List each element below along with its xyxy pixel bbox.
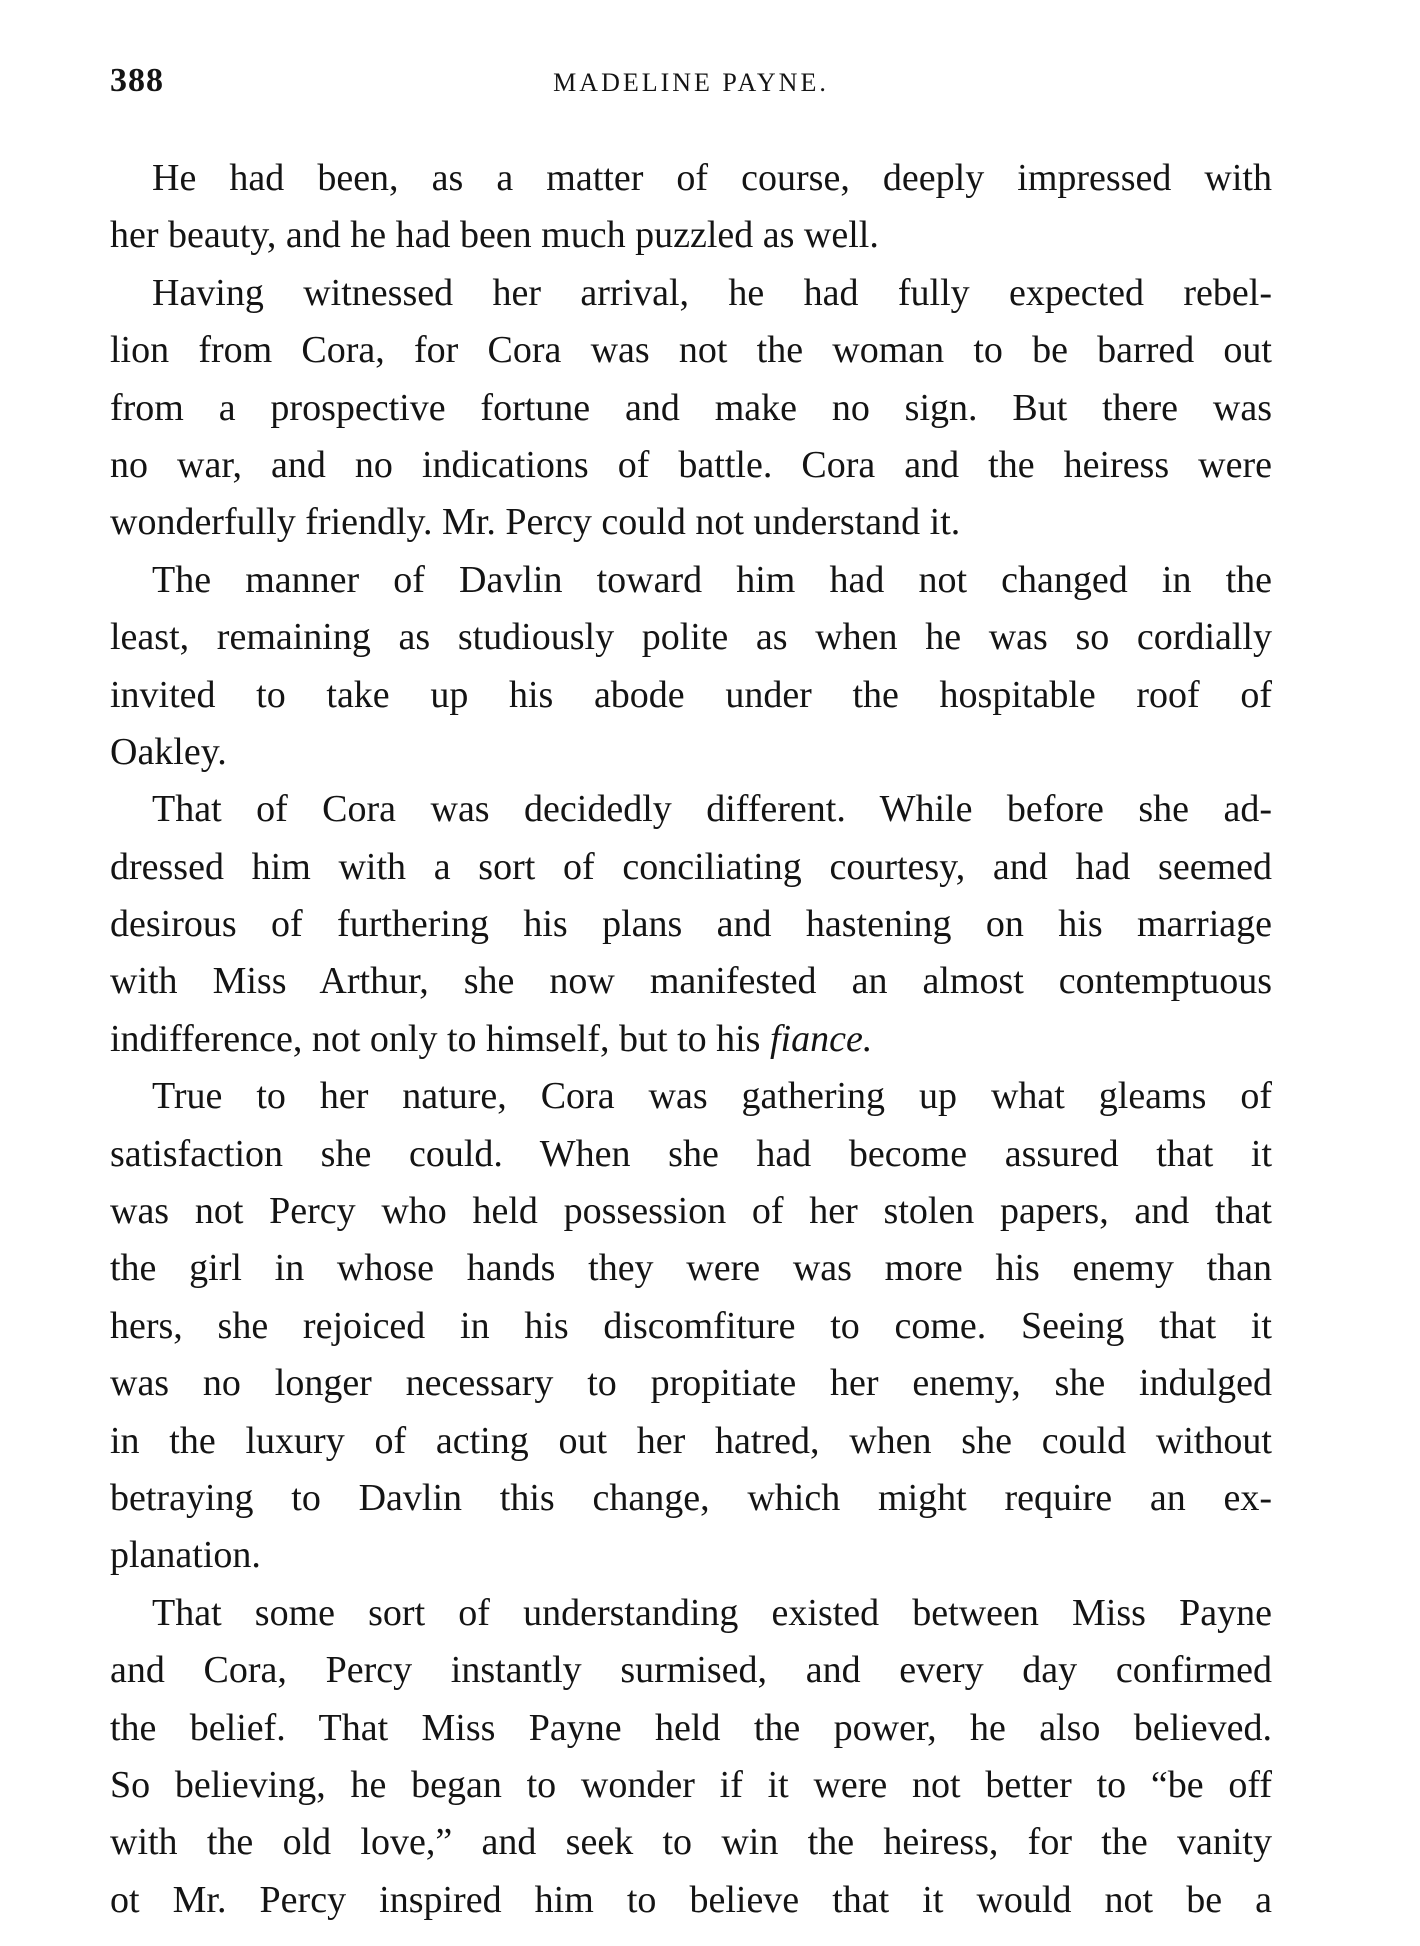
text-line xyxy=(110,1585,1272,1642)
text-line xyxy=(110,667,1272,724)
text-line xyxy=(110,1527,1272,1584)
text-line-content: with Miss Arthur, she now manifested an almost contemptuous xyxy=(110,960,1272,1003)
text-line xyxy=(110,1814,1272,1871)
text-line xyxy=(110,1183,1272,1240)
text-line xyxy=(110,1068,1272,1125)
text-line xyxy=(110,609,1272,666)
body-text xyxy=(110,150,1272,1929)
text-line xyxy=(110,953,1272,1010)
text-line-content: invited to take up his abode under the hospitable roof of xyxy=(110,673,1272,716)
text-line xyxy=(110,1642,1272,1699)
page-header xyxy=(110,62,1272,122)
text-line-content: desirous of furthering his plans and hastening on his marriage xyxy=(110,903,1272,946)
text-line xyxy=(110,1757,1272,1814)
text-line xyxy=(110,1413,1272,1470)
text-line xyxy=(110,437,1272,494)
text-line-content: was not Percy who held possession of her stolen papers, and that xyxy=(110,1190,1272,1233)
text-line-content: planation. xyxy=(110,1534,261,1577)
page-number: 388 xyxy=(110,62,164,99)
text-line-content: ot Mr. Percy inspired him to believe that it would not be a xyxy=(110,1878,1272,1921)
text-line-content: The manner of Davlin toward him had not changed in the xyxy=(152,558,1272,601)
text-line-content: the girl in whose hands they were was more his enemy than xyxy=(110,1247,1272,1290)
text-line xyxy=(110,724,1272,781)
text-line xyxy=(110,896,1272,953)
text-line-italic: fiance. xyxy=(769,1017,873,1060)
text-line-content: in the luxury of acting out her hatred, when she could without xyxy=(110,1419,1272,1462)
text-line xyxy=(110,207,1272,264)
text-line xyxy=(110,1011,1272,1068)
text-line xyxy=(110,1355,1272,1412)
text-line xyxy=(110,839,1272,896)
text-line-content: no war, and no indications of battle. Cora and the heiress were xyxy=(110,443,1272,486)
text-line-content: He had been, as a matter of course, deeply impressed with xyxy=(152,157,1272,199)
text-line xyxy=(110,150,1272,207)
text-line xyxy=(110,265,1272,322)
text-line-content: was no longer necessary to propitiate her enemy, she indulged xyxy=(110,1362,1272,1405)
text-line-content: least, remaining as studiously polite as when he was so cordially xyxy=(110,616,1272,659)
text-line-content: betraying to Davlin this change, which might require an ex- xyxy=(110,1476,1272,1519)
text-line-content: hers, she rejoiced in his discomfiture to come. Seeing that it xyxy=(110,1304,1272,1347)
text-line-content: from a prospective fortune and make no sign. But there was xyxy=(110,386,1272,429)
text-line-content: satisfaction she could. When she had become assured that it xyxy=(110,1132,1272,1175)
text-line-content: and Cora, Percy instantly surmised, and every day confirmed xyxy=(110,1649,1272,1692)
text-line-content: That some sort of understanding existed between Miss Payne xyxy=(152,1591,1272,1634)
text-line xyxy=(110,494,1272,551)
text-line-content: So believing, he began to wonder if it were not better to “be off xyxy=(110,1763,1272,1806)
text-line-content: indifference, not only to himself, but to his xyxy=(110,1017,770,1060)
text-line xyxy=(110,781,1272,838)
text-line xyxy=(110,1872,1272,1929)
text-line-content: Having witnessed her arrival, he had fully expected rebel- xyxy=(152,271,1272,314)
text-line-content: Oakley. xyxy=(110,730,227,773)
text-line xyxy=(110,1240,1272,1297)
text-line-content: lion from Cora, for Cora was not the woman to be barred out xyxy=(110,329,1272,372)
text-line-content: True to her nature, Cora was gathering up what gleams of xyxy=(152,1075,1272,1118)
text-line-content: wonderfully friendly. Mr. Percy could not understand it. xyxy=(110,501,961,544)
text-line-content: with the old love,” and seek to win the heiress, for the vanity xyxy=(110,1821,1272,1864)
text-line xyxy=(110,552,1272,609)
text-line xyxy=(110,322,1272,379)
running-title: MADELINE PAYNE. xyxy=(553,68,829,97)
text-line xyxy=(110,380,1272,437)
text-line xyxy=(110,1298,1272,1355)
text-line xyxy=(110,1126,1272,1183)
text-line-content: dressed him with a sort of conciliating courtesy, and had seemed xyxy=(110,845,1272,888)
text-line-content: That of Cora was decidedly different. While before she ad- xyxy=(152,788,1272,831)
text-line xyxy=(110,1700,1272,1757)
text-line xyxy=(110,1470,1272,1527)
text-line-content: the belief. That Miss Payne held the power, he also believed. xyxy=(110,1706,1272,1749)
text-line-content: her beauty, and he had been much puzzled as well. xyxy=(110,214,879,257)
